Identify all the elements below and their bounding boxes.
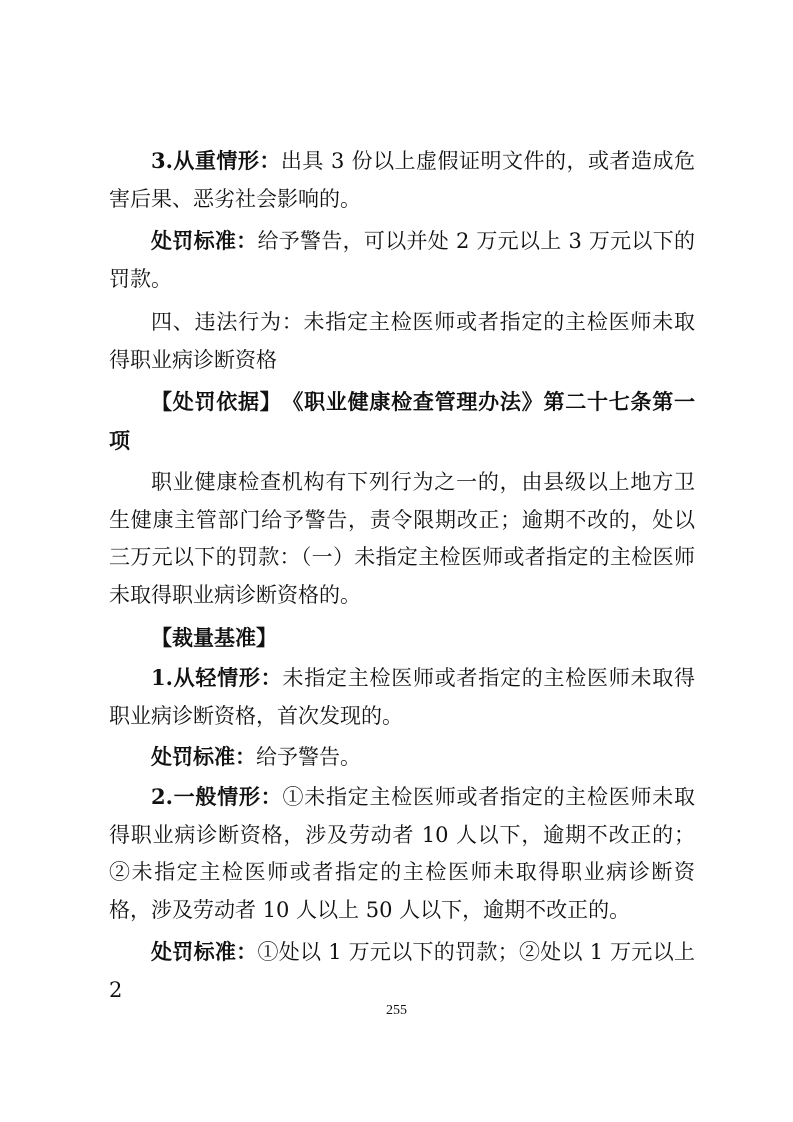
paragraph-text: 给予警告，可以并处 2 万元以上 3 万元以下的罚款。 (109, 229, 696, 291)
paragraph-label: 【处罚依据】 《职业健康检查管理办法》第二十七条第一项 (109, 389, 695, 453)
paragraph-discretion-standard (109, 619, 695, 658)
paragraph-label: 处罚标准： (151, 228, 258, 253)
paragraph-label: 处罚标准： (151, 744, 256, 769)
paragraph-text: 给予警告。 (256, 745, 361, 769)
paragraph-text: 四、违法行为：未指定主检医师或者指定的主检医师未取得职业病诊断资格 (109, 310, 695, 372)
paragraph-label: 【裁量基准】 (151, 625, 277, 650)
paragraph-penalty-basis (109, 383, 695, 460)
paragraph-text: 出具 3 份以上虚假证明文件的，或者造成危害后果、恶劣社会影响的。 (109, 149, 695, 211)
paragraph-penalty-standard-lighter (109, 738, 695, 777)
page-number: 255 (386, 1003, 407, 1018)
paragraph-text: 职业健康检查机构有下列行为之一的，由县级以上地方卫生健康主管部门给予警告，责令限期改正；逾期不改的，处以三万元以下的罚款：（一）未指定主检医师或者指定的主检医师未取得职业病诊断资格的。 (109, 470, 695, 607)
paragraph-lighter-circumstance (109, 659, 695, 735)
paragraph-text: ①处以 1 万元以下的罚款；②处以 1 万元以上 2 (109, 940, 696, 1002)
paragraph-text: 未指定主检医师或者指定的主检医师未取得职业病诊断资格，首次发现的。 (109, 666, 695, 728)
paragraph-label: 2.一般情形： (151, 784, 283, 809)
paragraph-violation-four (109, 303, 695, 379)
paragraph-penalty-standard-general (109, 933, 695, 1009)
paragraph-aggravated-circumstance (109, 142, 695, 218)
paragraph-label: 3.从重情形： (151, 148, 281, 173)
paragraph-legal-provision (109, 463, 695, 614)
paragraph-text: ①未指定主检医师或者指定的主检医师未取得职业病诊断资格，涉及劳动者 10 人以下，逾期不改正的；②未指定主检医师或者指定的主检医师未取得职业病诊断资格，涉及劳动者 10 人以上 50 人以下，逾期不改正的。 (109, 785, 695, 922)
paragraph-label: 处罚标准： (151, 939, 258, 964)
paragraph-general-circumstance (109, 778, 695, 929)
paragraph-label: 1.从轻情形： (151, 665, 283, 690)
paragraph-penalty-standard-aggravated (109, 222, 695, 298)
